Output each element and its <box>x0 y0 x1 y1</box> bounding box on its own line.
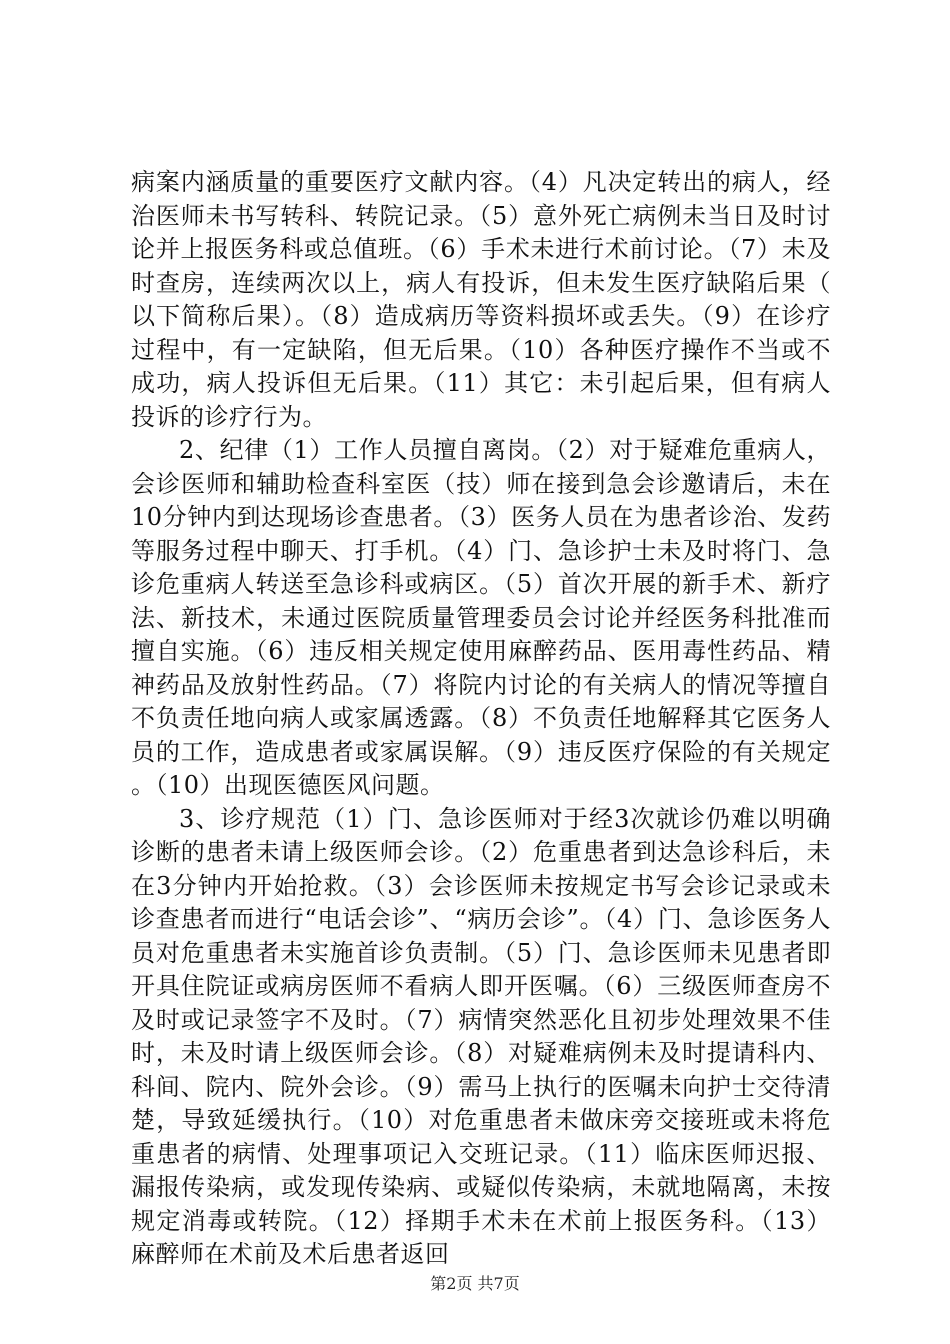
paragraph-1: 病案内涵质量的重要医疗文献内容。（4）凡决定转出的病人，经治医师未书写转科、转院记录。（5）意外死亡病例未当日及时讨论并上报医务科或总值班。（6）手术未进行术前讨论。（7）未及时查房，连续两次以上，病人有投诉，但未发生医疗缺陷后果（以下简称后果）。（8）造成病历等资料损坏或丢失。（9）在诊疗过程中，有一定缺陷，但无后果。（10）各种医疗操作不当或不成功，病人投诉但无后果。（11）其它：未引起后果，但有病人投诉的诊疗行为。 <box>131 168 831 431</box>
document-body <box>131 166 831 1272</box>
page-number-footer: 第2页 共7页 <box>430 1274 520 1293</box>
paragraph-2: 2、纪律（1）工作人员擅自离岗。（2）对于疑难危重病人，会诊医师和辅助检查科室医（技）师在接到急会诊邀请后，未在10分钟内到达现场诊查患者。（3）医务人员在为患者诊治、发药等服务过程中聊天、打手机。（4）门、急诊护士未及时将门、急诊危重病人转送至急诊科或病区。（5）首次开展的新手术、新疗法、新技术，未通过医院质量管理委员会讨论并经医务科批准而擅自实施。（6）违反相关规定使用麻醉药品、医用毒性药品、精神药品及放射性药品。（7）将院内讨论的有关病人的情况等擅自不负责任地向病人或家属透露。（8）不负责任地解释其它医务人员的工作，造成患者或家属误解。（9）违反医疗保险的有关规定。（10）出现医德医风问题。 <box>131 436 831 799</box>
paragraph-3: 3、诊疗规范（1）门、急诊医师对于经3次就诊仍难以明确诊断的患者未请上级医师会诊。（2）危重患者到达急诊科后，未在3分钟内开始抢救。（3）会诊医师未按规定书写会诊记录或未诊查患者而进行“电话会诊”、“病历会诊”。（4）门、急诊医务人员对危重患者未实施首诊负责制。（5）门、急诊医师未见患者即开具住院证或病房医师不看病人即开医嘱。（6）三级医师查房不及时或记录签字不及时。（7）病情突然恶化且初步处理效果不佳时，未及时请上级医师会诊。（8）对疑难病例未及时提请科内、科间、院内、院外会诊。（9）需马上执行的医嘱未向护士交待清楚，导致延缓执行。（10）对危重患者未做床旁交接班或未将危重患者的病情、处理事项记入交班记录。（11）临床医师迟报、漏报传染病，或发现传染病、或疑似传染病，未就地隔离，未按规定消毒或转院。（12）择期手术未在术前上报医务科。（13）麻醉师在术前及术后患者返回 <box>131 804 831 1268</box>
